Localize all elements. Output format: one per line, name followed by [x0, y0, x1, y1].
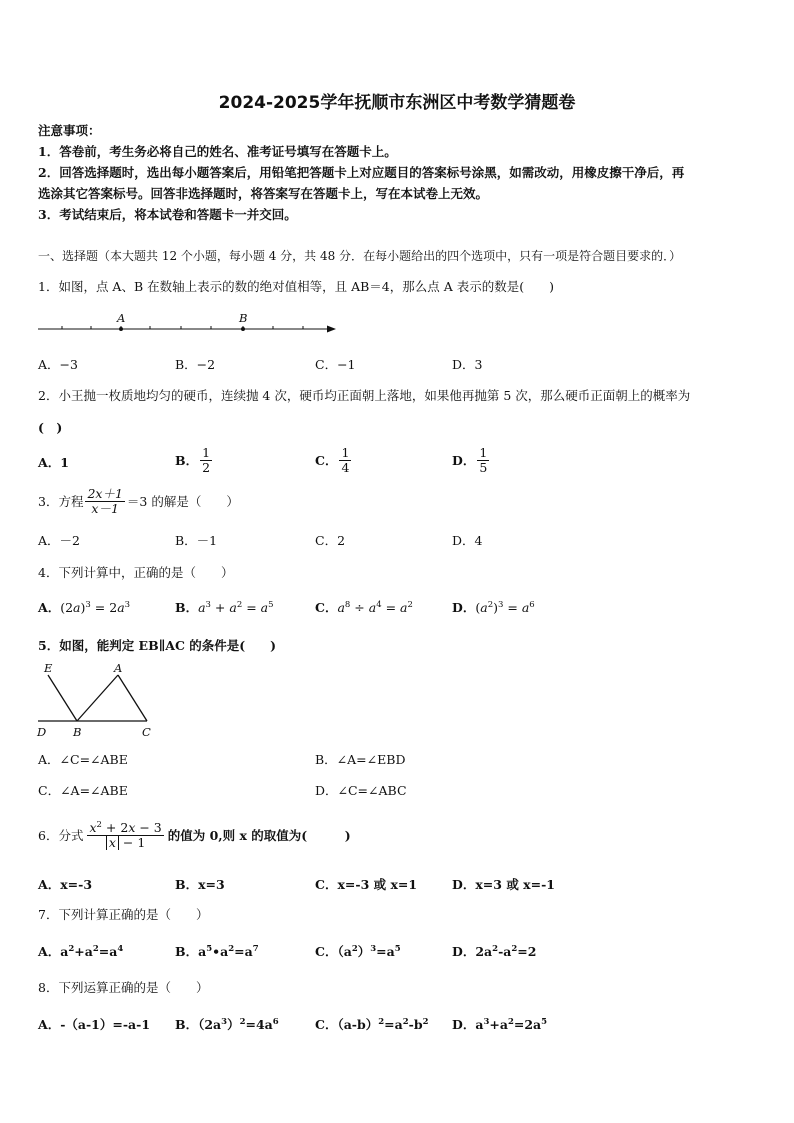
q2-stem: 2．小王抛一枚质地均匀的硬币，连续抛 4 次，硬币均正面朝上落地，如果他再抛第 5 次，那么硬币正面朝上的概率为	[38, 388, 691, 403]
q6-fraction: $\frac{x^2 + 2x - 3}{x - 1}$	[89, 820, 162, 850]
q3-fraction: $\frac{2x+1}{x-1}$	[87, 486, 123, 516]
q8-option-d[interactable]: D．$a^3+a^2=2a^5$	[452, 1016, 548, 1032]
q6-option-d[interactable]: D．x=3 或 x=-1	[452, 877, 555, 892]
q8-stem: 8．下列运算正确的是（ ）	[38, 980, 209, 995]
q8-option-c[interactable]: C．$(a-b)^2=a^2-b^2$	[315, 1016, 429, 1032]
q7-option-c[interactable]: C．$(a^2)^3=a^5$	[315, 943, 401, 959]
q1-option-b[interactable]: B．−2	[175, 357, 216, 372]
q7-option-d[interactable]: D．$2a^2-a^2=2$	[452, 943, 537, 959]
q5-option-c[interactable]: C．∠A=∠ABE	[38, 783, 128, 798]
q4-option-d[interactable]: D．$(a^2)^3 = a^6$	[452, 599, 535, 615]
label-c: C	[142, 725, 151, 739]
notice-item-1: 1．答卷前，考生务必将自己的姓名、准考证号填写在答题卡上。	[38, 144, 397, 159]
q4-option-a[interactable]: A．$(2a)^3 = 2a^3$	[38, 599, 131, 615]
q2-option-d[interactable]: D． $\frac{1}{5}$	[452, 445, 488, 475]
notice-item-3: 3．考试结束后，将本试卷和答题卡一并交回。	[38, 207, 297, 222]
label-a: A	[114, 661, 123, 675]
q2-option-b[interactable]: B． $\frac{1}{2}$	[175, 445, 211, 475]
q5-option-a[interactable]: A．∠C=∠ABE	[38, 752, 128, 767]
geometry-figure	[34, 660, 159, 740]
q6-option-a[interactable]: A．x=-3	[38, 877, 93, 892]
label-b: B	[73, 725, 82, 739]
q8-option-b[interactable]: B．$(2a^3)^2=4a^6$	[175, 1016, 279, 1032]
number-line-figure	[36, 308, 341, 338]
q1-option-d[interactable]: D．3	[452, 357, 483, 372]
fraction: $\frac{1}{4}$	[341, 445, 350, 475]
fraction: $\frac{1}{2}$	[202, 445, 211, 475]
notice-heading: 注意事项：	[38, 123, 101, 138]
q3-option-b[interactable]: B．－1	[175, 533, 218, 548]
q5-stem: 5．如图，能判定 EB∥AC 的条件是( )	[38, 638, 277, 653]
section-heading: 一、选择题（本大题共 12 个小题，每小题 4 分，共 48 分．在每小题给出的四个选项中，只有一项是符合题目要求的．）	[38, 249, 682, 263]
q6-option-b[interactable]: B．x=3	[175, 877, 225, 892]
q4-option-b[interactable]: B．$a^3 + a^2 = a^5$	[175, 599, 274, 615]
q1-option-a[interactable]: A．−3	[38, 357, 78, 372]
q6-stem: 6．分式 $\frac{x^2 + 2x - 3}{x - 1}$ 的值为 0,则 x 的取值为( )	[38, 820, 351, 850]
q2-option-a[interactable]: A．1	[38, 455, 69, 470]
q2-paren: ( )	[38, 420, 63, 435]
q2-option-c[interactable]: C． $\frac{1}{4}$	[315, 445, 350, 475]
q3-option-c[interactable]: C．2	[315, 533, 346, 548]
q4-option-c[interactable]: C．$a^8 \div a^4 = a^2$	[315, 599, 413, 615]
q8-option-a[interactable]: A．-（a-1）=-a-1	[38, 1017, 151, 1032]
label-d: D	[37, 725, 47, 739]
q5-option-d[interactable]: D．∠C=∠ABC	[315, 783, 407, 798]
q5-option-b[interactable]: B．∠A=∠EBD	[315, 752, 406, 767]
q6-option-c[interactable]: C．x=-3 或 x=1	[315, 877, 418, 892]
point-b-label: B	[239, 311, 248, 325]
notice-item-2: 2．回答选择题时，选出每小题答案后，用铅笔把答题卡上对应题目的答案标号涂黑，如需改动，用橡皮擦干净后，再	[38, 165, 685, 180]
notice-item-2-cont: 选涂其它答案标号。回答非选择题时，将答案写在答题卡上，写在本试卷上无效。	[38, 186, 489, 201]
q7-option-b[interactable]: B．$a^5•a^2=a^7$	[175, 943, 259, 959]
label-e: E	[44, 661, 53, 675]
fraction: $\frac{1}{5}$	[479, 445, 488, 475]
q7-option-a[interactable]: A．$a^2+a^2=a^4$	[38, 943, 124, 959]
q3-option-d[interactable]: D．4	[452, 533, 483, 548]
q1-stem: 1．如图，点 A、B 在数轴上表示的数的绝对值相等，且 AB＝4，那么点 A 表示的数是( )	[38, 279, 554, 294]
page-title: 2024-2025学年抚顺市东洲区中考数学猜题卷	[218, 93, 576, 113]
q7-stem: 7．下列计算正确的是（ ）	[38, 907, 209, 922]
q3-option-a[interactable]: A．－2	[38, 533, 80, 548]
q4-stem: 4．下列计算中，正确的是（ ）	[38, 565, 234, 580]
q1-option-c[interactable]: C．−1	[315, 357, 356, 372]
point-a-label: A	[117, 311, 126, 325]
q3-stem: 3．方程 $\frac{2x+1}{x-1}$ ＝3 的解是（ ）	[38, 486, 239, 516]
